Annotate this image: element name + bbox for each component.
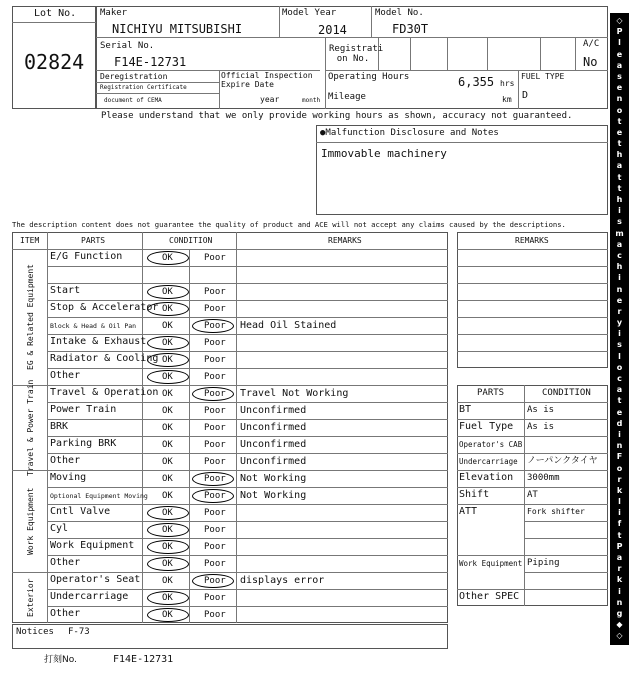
side-note-char: k xyxy=(616,575,623,585)
right-remarks-header: REMARKS xyxy=(515,236,549,245)
row-divider xyxy=(47,504,448,505)
ac-value: No xyxy=(583,55,598,69)
table-row-remark: Unconfirmed xyxy=(240,439,307,450)
hrs-unit: hrs xyxy=(500,79,515,88)
spec-row-divider xyxy=(524,521,608,522)
side-note-char: h xyxy=(616,150,623,160)
header-item: ITEM xyxy=(20,236,40,245)
row-divider xyxy=(47,436,448,437)
side-note-char: l xyxy=(618,497,621,507)
poor-option: Poor xyxy=(204,457,226,467)
poor-option: Poor xyxy=(204,338,226,348)
side-note-char: s xyxy=(617,71,622,81)
side-note-char: a xyxy=(616,385,623,395)
right-remarks-row xyxy=(457,300,608,301)
stamp-value: F14E-12731 xyxy=(113,654,174,665)
ac-label: A/C xyxy=(583,39,600,49)
spec-row-part: Other SPEC xyxy=(459,591,520,602)
table-row-remark: Not Working xyxy=(240,490,307,501)
side-note-char: P xyxy=(616,541,623,551)
spec-row-divider xyxy=(457,402,608,403)
poor-option: Poor xyxy=(204,253,226,263)
side-note-char: t xyxy=(617,396,622,406)
notices-label: Notices xyxy=(16,627,54,637)
ok-option: OK xyxy=(162,423,173,433)
model-year-value: 2014 xyxy=(318,23,347,37)
spec-row-divider xyxy=(457,419,608,420)
ok-option: OK xyxy=(162,355,173,365)
side-note-banner xyxy=(610,13,629,645)
row-divider xyxy=(47,351,448,352)
model-no-value: FD30T xyxy=(392,22,429,36)
ok-option: OK xyxy=(162,338,173,348)
spec-row-value: 3000mm xyxy=(527,473,560,483)
table-row-part: Undercarriage xyxy=(50,591,129,602)
side-note-char: a xyxy=(616,239,623,249)
selected-ok-circle xyxy=(147,251,189,265)
side-note-char: e xyxy=(616,295,623,305)
poor-option: Poor xyxy=(204,610,226,620)
poor-option: Poor xyxy=(204,542,226,552)
table-row-part: Stop & Accelerator xyxy=(50,302,159,313)
spec-row-value: Fork shifter xyxy=(527,507,585,516)
notices-value: F-73 xyxy=(68,627,90,637)
selected-ok-circle xyxy=(147,285,189,299)
row-divider xyxy=(47,419,448,420)
row-divider xyxy=(47,572,448,573)
table-row-remark: displays error xyxy=(240,575,325,586)
poor-option: Poor xyxy=(204,406,226,416)
table-row-remark: Unconfirmed xyxy=(240,456,307,467)
selected-ok-circle xyxy=(147,591,189,605)
group-label: Exterior xyxy=(26,578,36,617)
poor-option: Poor xyxy=(204,355,226,365)
accuracy-notice: Please understand that we only provide working hours as shown, accuracy not guaranteed. xyxy=(101,111,573,121)
poor-option: Poor xyxy=(204,423,226,433)
table-row-remark: Unconfirmed xyxy=(240,405,307,416)
lot-number: 02824 xyxy=(24,50,85,74)
ok-option: OK xyxy=(162,253,173,263)
ok-option: OK xyxy=(162,457,173,467)
side-note-char: n xyxy=(616,597,623,607)
row-divider xyxy=(47,334,448,335)
table-row-part: Optional Equipment Moving xyxy=(50,492,148,500)
spec-condition-header: CONDITION xyxy=(542,388,591,398)
side-note-char: ◇ xyxy=(616,16,623,25)
spec-row-divider xyxy=(457,555,608,556)
side-note-char: s xyxy=(617,217,622,227)
header-condition: CONDITION xyxy=(169,236,213,245)
poor-option: Poor xyxy=(204,576,226,586)
side-note-char: i xyxy=(618,429,621,439)
right-remarks-row xyxy=(457,334,608,335)
side-note-char: f xyxy=(617,519,622,529)
selected-ok-circle xyxy=(147,523,189,537)
fuel-type-value: D xyxy=(522,90,529,101)
registration-label: Registrati on No. xyxy=(329,44,384,64)
side-note-char: c xyxy=(617,374,622,383)
side-note-char: i xyxy=(618,586,621,596)
side-note-char: c xyxy=(617,250,622,260)
selected-poor-circle xyxy=(192,489,234,503)
side-note-char: n xyxy=(616,94,623,104)
model-year-label: Model Year xyxy=(282,8,337,18)
table-row-part: E/G Function xyxy=(50,251,123,262)
table-row-remark: Unconfirmed xyxy=(240,422,307,433)
side-note-char: ◆ xyxy=(616,620,623,630)
right-remarks-row xyxy=(457,266,608,267)
right-remarks-row xyxy=(457,283,608,284)
table-row-part: Intake & Exhaust xyxy=(50,336,147,347)
operating-hours-label: Operating Hours xyxy=(328,72,410,82)
selected-ok-circle xyxy=(147,506,189,520)
poor-option: Poor xyxy=(204,321,226,331)
side-note-char: t xyxy=(617,530,622,540)
maker-label: Maker xyxy=(100,8,128,18)
poor-option: Poor xyxy=(204,491,226,501)
spec-row-divider xyxy=(457,589,608,590)
row-divider xyxy=(47,283,448,284)
spec-row-divider xyxy=(524,538,608,539)
table-row-part: Work Equipment xyxy=(50,540,135,551)
group-label: Travel & Power Train xyxy=(26,379,36,476)
selected-poor-circle xyxy=(192,574,234,588)
spec-row-part: Shift xyxy=(459,489,490,500)
spec-row-part: Work Equipment xyxy=(459,559,523,568)
selected-poor-circle xyxy=(192,319,234,333)
mileage-label: Mileage xyxy=(328,92,366,102)
table-row-part: Other xyxy=(50,557,81,568)
side-note-char: a xyxy=(616,60,623,70)
row-divider xyxy=(47,521,448,522)
spec-row-part: Operator's CAB xyxy=(459,440,523,449)
table-row-part: Power Train xyxy=(50,404,117,415)
selected-ok-circle xyxy=(147,336,189,350)
table-row-part: Other xyxy=(50,608,81,619)
table-row-remark: Not Working xyxy=(240,473,307,484)
column-divider xyxy=(236,232,237,623)
spec-row-part: ATT xyxy=(459,506,478,517)
registration-certificate-label: Registration Certificate xyxy=(100,84,187,91)
table-row-part: Start xyxy=(50,285,81,296)
selected-ok-circle xyxy=(147,557,189,571)
side-note-char: e xyxy=(616,83,623,93)
spec-row-divider xyxy=(457,470,608,471)
right-remarks-row xyxy=(457,351,608,352)
poor-option: Poor xyxy=(204,474,226,484)
spec-row-divider xyxy=(457,487,608,488)
model-no-label: Model No. xyxy=(375,8,424,18)
side-note-char: a xyxy=(616,161,623,171)
side-note-char: i xyxy=(618,508,621,518)
side-note-char: ◇ xyxy=(616,631,623,641)
row-divider xyxy=(47,589,448,590)
side-note-char: l xyxy=(618,351,621,361)
table-row-part: Parking BRK xyxy=(50,438,117,449)
table-row-part: Other xyxy=(50,455,81,466)
poor-option: Poor xyxy=(204,304,226,314)
ok-option: OK xyxy=(162,542,173,552)
row-divider xyxy=(47,385,448,386)
disclaimer: The description content does not guarantee the quality of product and ACE will not accept any claims caused by the descriptions. xyxy=(12,220,566,229)
ok-option: OK xyxy=(162,287,173,297)
inspection-label: Official Inspection Expire Date xyxy=(221,71,313,89)
side-note-char: t xyxy=(617,116,622,126)
ok-option: OK xyxy=(162,474,173,484)
document-cema-label: document of CEMA xyxy=(104,97,162,104)
side-note-char: e xyxy=(616,127,623,137)
side-note-char: r xyxy=(617,474,622,484)
spec-row-value: ノーパンクタイヤ xyxy=(527,456,598,466)
selected-ok-circle xyxy=(147,302,189,316)
fuel-type-label: FUEL TYPE xyxy=(521,72,565,81)
side-note-char: i xyxy=(618,206,621,216)
poor-option: Poor xyxy=(204,287,226,297)
serial-value: F14E-12731 xyxy=(114,55,187,69)
side-note-char: k xyxy=(616,485,623,495)
side-note-char: h xyxy=(616,195,623,204)
poor-option: Poor xyxy=(204,525,226,535)
row-divider xyxy=(47,470,448,471)
spec-row-value: As is xyxy=(527,405,555,415)
malfunction-body: Immovable machinery xyxy=(321,147,447,160)
spec-row-divider xyxy=(524,572,608,573)
ok-option: OK xyxy=(162,321,173,331)
selected-ok-circle xyxy=(147,608,189,622)
ok-option: OK xyxy=(162,406,173,416)
row-divider xyxy=(47,538,448,539)
row-divider xyxy=(47,555,448,556)
table-row-part: Moving xyxy=(50,472,87,483)
side-note-char: o xyxy=(616,463,623,473)
side-note-char: g xyxy=(616,608,623,618)
table-row-part: BRK xyxy=(50,421,69,432)
ok-option: OK xyxy=(162,610,173,620)
poor-option: Poor xyxy=(204,593,226,603)
side-note-char: n xyxy=(616,284,623,294)
operating-hours-value: 6,355 xyxy=(458,75,495,89)
maker-value: NICHIYU MITSUBISHI xyxy=(112,22,243,36)
side-note-char: d xyxy=(616,418,623,428)
row-divider xyxy=(47,317,448,318)
year-label: year xyxy=(260,95,280,104)
spec-row-part: Elevation xyxy=(459,472,514,483)
right-remarks-row xyxy=(457,249,608,250)
ok-option: OK xyxy=(162,593,173,603)
side-note-char: t xyxy=(617,139,622,149)
row-divider xyxy=(47,606,448,607)
spec-row-part: Undercarriage xyxy=(459,457,518,466)
selected-poor-circle xyxy=(192,387,234,401)
row-divider xyxy=(47,453,448,454)
spec-row-value: Piping xyxy=(527,558,560,568)
stamp-label: 打刻No. xyxy=(44,655,77,665)
side-note-char: a xyxy=(616,553,623,562)
side-note-char: s xyxy=(617,340,622,350)
ok-option: OK xyxy=(162,508,173,518)
selected-ok-circle xyxy=(147,353,189,367)
spec-row-value: AT xyxy=(527,490,538,500)
side-note-char: P xyxy=(616,27,623,37)
header-remarks: REMARKS xyxy=(328,236,362,245)
selected-ok-circle xyxy=(147,370,189,384)
side-note-char: e xyxy=(616,49,623,59)
side-note-char: l xyxy=(618,38,621,48)
side-note-char: n xyxy=(616,441,623,451)
side-note-char: o xyxy=(616,105,623,115)
group-label: Work Equipment xyxy=(26,487,36,555)
side-note-char: e xyxy=(616,407,623,417)
table-row-part: Radiator & Cooling xyxy=(50,353,159,364)
spec-row-value: As is xyxy=(527,422,555,432)
selected-ok-circle xyxy=(147,540,189,554)
table-row-part: Block & Head & Oil Pan xyxy=(50,322,137,330)
side-note-char: F xyxy=(616,452,623,462)
km-unit: km xyxy=(502,95,512,104)
side-note-char: h xyxy=(616,262,623,272)
table-row-part: Travel & Operation xyxy=(50,387,159,398)
spec-row-divider xyxy=(457,436,608,437)
table-row-part: Cntl Valve xyxy=(50,506,111,517)
poor-option: Poor xyxy=(204,440,226,450)
ok-option: OK xyxy=(162,491,173,501)
spec-parts-header: PARTS xyxy=(477,388,505,398)
row-divider xyxy=(47,402,448,403)
side-note-char: r xyxy=(617,564,622,574)
side-note-char: o xyxy=(616,362,623,372)
ok-option: OK xyxy=(162,440,173,450)
spec-row-divider xyxy=(457,504,608,505)
poor-option: Poor xyxy=(204,508,226,518)
row-divider xyxy=(47,266,448,267)
month-label: month xyxy=(302,97,321,104)
side-note-char: m xyxy=(615,228,624,238)
right-remarks-row xyxy=(457,317,608,318)
side-note-char: y xyxy=(616,318,623,328)
table-row-part: Cyl xyxy=(50,523,69,534)
side-note-char: i xyxy=(618,273,621,283)
ok-option: OK xyxy=(162,389,173,399)
poor-option: Poor xyxy=(204,389,226,399)
deregistration-label: Deregistration xyxy=(100,72,168,81)
side-note-char: t xyxy=(617,183,622,193)
serial-label: Serial No. xyxy=(100,41,155,51)
side-note-char: r xyxy=(617,306,622,316)
ok-option: OK xyxy=(162,576,173,586)
group-label: EG & Related Equipment xyxy=(26,264,36,370)
spec-row-divider xyxy=(457,453,608,454)
row-divider xyxy=(47,300,448,301)
spec-row-part: Fuel Type xyxy=(459,421,514,432)
malfunction-title: ●Malfunction Disclosure and Notes xyxy=(320,128,499,138)
row-divider xyxy=(47,487,448,488)
header-parts: PARTS xyxy=(81,236,106,245)
ok-option: OK xyxy=(162,525,173,535)
poor-option: Poor xyxy=(204,559,226,569)
selected-poor-circle xyxy=(192,472,234,486)
header-divider xyxy=(12,249,448,250)
column-divider xyxy=(47,232,48,623)
side-note-char: i xyxy=(618,329,621,339)
lot-label: Lot No. xyxy=(34,8,77,19)
table-row-remark: Head Oil Stained xyxy=(240,320,337,331)
poor-option: Poor xyxy=(204,372,226,382)
table-row-remark: Travel Not Working xyxy=(240,388,349,399)
row-divider xyxy=(47,368,448,369)
malfunction-box xyxy=(316,125,608,215)
ok-option: OK xyxy=(162,304,173,314)
ok-option: OK xyxy=(162,559,173,569)
ok-option: OK xyxy=(162,372,173,382)
table-row-part: Other xyxy=(50,370,81,381)
side-note-char: t xyxy=(617,172,622,182)
column-divider xyxy=(142,232,143,623)
table-row-part: Operator's Seat xyxy=(50,574,141,585)
spec-row-part: BT xyxy=(459,404,472,415)
